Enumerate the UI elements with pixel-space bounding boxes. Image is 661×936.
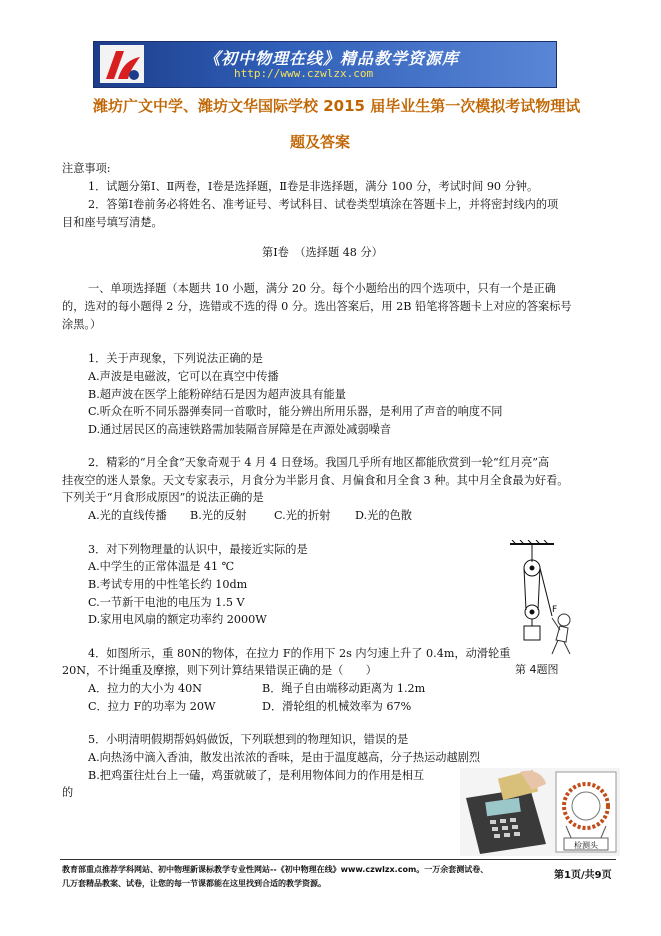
q3-option-c: C.一节新干电池的电压为 1.5 V (88, 596, 245, 609)
logo-icon (100, 45, 144, 83)
note-1: 1．试题分第Ⅰ、Ⅱ两卷，Ⅰ卷是选择题，Ⅱ卷是非选择题，满分 100 分，考试时间 90 分钟。 (88, 180, 539, 193)
section-heading: 第Ⅰ卷 （选择题 48 分） (262, 246, 383, 259)
q3-stem: 3．对下列物理量的认识中，最接近实际的是 (88, 543, 308, 556)
q2-option-c: C.光的折射 (274, 509, 331, 522)
q4-option-d: D．滑轮组的机械效率为 67% (262, 700, 412, 713)
q4-option-b: B．绳子自由端移动距离为 1.2m (262, 682, 426, 695)
q4-option-c: C．拉力 F的功率为 20W (88, 700, 216, 713)
q3-option-b: B.考试专用的中性笔长约 10dm (88, 578, 248, 591)
pulley-figure (508, 540, 578, 660)
page-number: 第1页/共9页 (554, 870, 612, 881)
q5-option-b-line1: B.把鸡蛋往灶台上一磕，鸡蛋就破了，是利用物体间力的作用是相互 (88, 769, 425, 782)
footer-line2: 几万套精品教案、试卷，让您的每一节课都能在这里找到合适的教学资源。 (62, 879, 326, 888)
q5-stem: 5．小明清明假期帮妈妈做饭，下列联想到的物理知识，错误的是 (88, 733, 409, 746)
part1-line3: 涂黑。） (62, 318, 102, 331)
q1-option-c: C.听众在听不同乐器弹奏同一首歌时，能分辨出所用乐器，是利用了声音的响度不同 (88, 405, 503, 418)
note-2b: 目和座号填写清楚。 (62, 216, 163, 229)
figure-4-caption: 第 4题图 (515, 663, 559, 676)
q4-option-a: A．拉力的大小为 40N (88, 682, 202, 695)
q2-line1: 2．精彩的“月全食”天象奇观于 4 月 4 日登场。我国几乎所有地区都能欣赏到一轮“红月亮”高 (88, 456, 550, 469)
q1-option-d: D.通过居民区的高速铁路需加装隔音屏障是在声源处减弱噪音 (88, 423, 392, 436)
header-banner (93, 41, 557, 88)
part1-line1: 一、单项选择题（本题共 10 小题，满分 20 分。每个小题给出的四个选项中，只有一个是正确 (88, 282, 556, 295)
paper-title-line2: 题及答案 (290, 133, 351, 151)
q5-option-a: A.向热汤中滴入香油，散发出浓浓的香味，是由于温度越高，分子热运动越剧烈 (88, 751, 481, 764)
detector-label: 检测头 (574, 841, 598, 850)
q2-option-b: B.光的反射 (190, 509, 247, 522)
q5-option-b-line2: 的 (62, 786, 74, 799)
q1-option-b: B.超声波在医学上能粉碎结石是因为超声波具有能量 (88, 388, 346, 401)
q4-line1: 4．如图所示，重 80N的物体，在拉力 F的作用下 2s 内匀速上升了 0.4m，动滑轮重 (88, 647, 511, 660)
footer-divider (60, 859, 616, 860)
paper-title-line1: 潍坊广文中学、潍坊文华国际学校 2015 届毕业生第一次模拟考试物理试 (93, 97, 581, 115)
q2-option-d: D.光的色散 (355, 509, 412, 522)
notes-heading: 注意事项: (62, 162, 111, 175)
q2-line3: 下列关于“月食形成原因”的说法正确的是 (62, 491, 264, 504)
q2-option-a: A.光的直线传播 (88, 509, 167, 522)
q1-stem: 1．关于声现象，下列说法正确的是 (88, 352, 263, 365)
banner-url[interactable]: http://www.czwlzx.com (234, 67, 374, 80)
part1-line2: 的，选对的每小题得 2 分，选错或不选的得 0 分。选出答案后，用 2B 铅笔将答题卡上对应的答案标号 (62, 300, 572, 313)
q3-option-d: D.家用电风扇的额定功率约 2000W (88, 613, 267, 626)
footer-line1: 教育部重点推荐学科网站、初中物理新课标教学专业性网站--《初中物理在线》www.czwlzx.com。一万余套测试卷、 (62, 865, 489, 874)
q3-option-a: A.中学生的正常体温是 41 ℃ (88, 560, 235, 573)
q4-line2: 20N，不计绳重及摩擦，则下列计算结果错误正确的是（ ） (62, 664, 377, 677)
note-2a: 2．答第Ⅰ卷前务必将姓名、准考证号、考试科目、试卷类型填涂在答题卡上，并将密封线内的项 (88, 198, 559, 211)
force-label: F (552, 605, 558, 615)
banner-title: 《初中物理在线》精品教学资源库 (204, 49, 460, 68)
q1-option-a: A.声波是电磁波，它可以在真空中传播 (88, 370, 279, 383)
q2-line2: 挂夜空的迷人景象。天文专家表示，月食分为半影月食、月偏食和月全食 3 种。其中月全食最为好看。 (62, 474, 569, 487)
card-reader-figure (460, 768, 620, 856)
